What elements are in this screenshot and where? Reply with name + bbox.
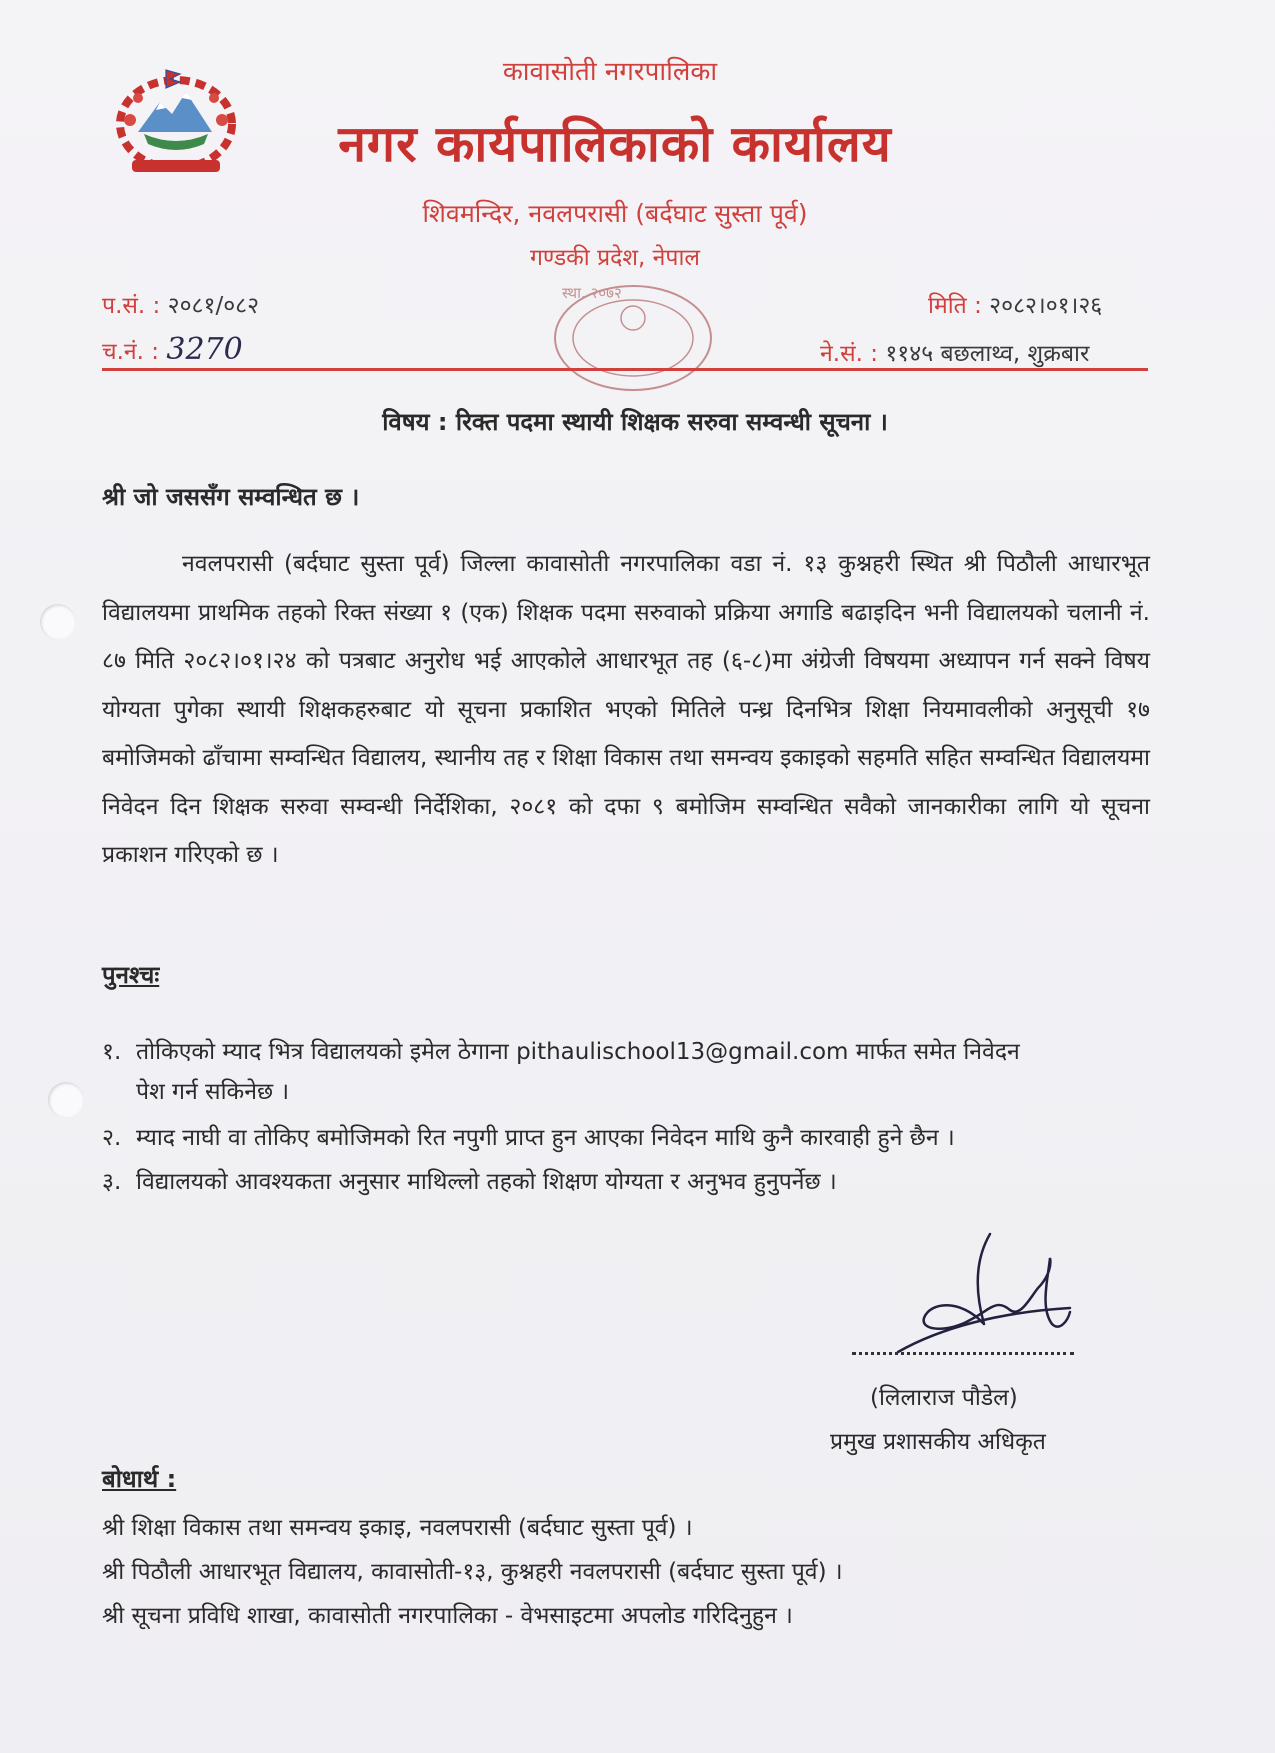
item-text: विद्यालयको आवश्यकता अनुसार माथिल्लो तहको शिक्षण योग्यता र अनुभव हुनुपर्नेछ ।	[136, 1169, 837, 1195]
municipality-name: कावासोती नगरपालिका	[502, 57, 718, 87]
cc-heading: बोधार्थ :	[102, 1465, 177, 1493]
postscript-item-1	[102, 1032, 1162, 1112]
item-number: ३.	[102, 1169, 122, 1195]
item-number: २.	[102, 1125, 122, 1151]
province-line: गण्डकी प्रदेश, नेपाल	[529, 245, 701, 271]
date-label: मिति :	[928, 293, 982, 319]
signature-icon	[880, 1228, 1080, 1368]
cn-label: च.नं.	[102, 339, 144, 365]
punch-hole	[48, 1082, 84, 1118]
subject-line: विषय : रिक्त पदमा स्थायी शिक्षक सरुवा सम्वन्धी सूचना ।	[382, 408, 888, 436]
office-stamp-icon	[548, 278, 718, 398]
postscript-item-3	[102, 1162, 1162, 1202]
ps-label: प.सं.	[102, 293, 146, 319]
header-divider	[102, 368, 1148, 371]
postscript-item-2	[102, 1118, 1162, 1158]
cn-value: 3270	[166, 332, 243, 367]
signature-line	[852, 1352, 1074, 1355]
stamp-text: स्था. २०७२	[562, 284, 622, 302]
ps-value: २०८१/०८२	[167, 293, 260, 319]
item-text-continued: पेश गर्न सकिनेछ ।	[136, 1079, 290, 1105]
postscript-heading: पुनश्चः	[102, 961, 160, 989]
signatory-title: प्रमुख प्रशासकीय अधिकृत	[830, 1429, 1046, 1455]
item-text: म्याद नाघी वा तोकिए बमोजिमको रित नपुगी प्राप्त हुन आएका निवेदन माथि कुनै कारवाही हुने छैन ।	[136, 1125, 955, 1151]
nepal-sambat	[820, 336, 1089, 368]
cc-item-3: श्री सूचना प्रविधि शाखा, कावासोती नगरपालिका - वेभसाइटमा अपलोड गरिदिनुहुन ।	[102, 1603, 793, 1629]
office-address: शिवमन्दिर, नवलपरासी (बर्दघाट सुस्ता पूर्व)	[422, 199, 808, 228]
office-title: नगर कार्यपालिकाको कार्यालय	[338, 115, 892, 173]
punch-hole	[40, 604, 76, 640]
item-number: १.	[102, 1039, 122, 1065]
cn-number: च.नं. : 3270	[102, 332, 243, 367]
cc-item-2: श्री पिठौली आधारभूत विद्यालय, कावासोती-१३, कुश्नहरी नवलपरासी (बर्दघाट सुस्ता पूर्व) ।	[102, 1559, 843, 1585]
ns-value: ११४५ बछलाथ्व, शुक्रबार	[885, 341, 1090, 367]
cc-item-1: श्री शिक्षा विकास तथा समन्वय इकाइ, नवलपरासी (बर्दघाट सुस्ता पूर्व) ।	[102, 1515, 693, 1541]
item-text: तोकिएको म्याद भित्र विद्यालयको इमेल ठेगाना pithaulischool13@gmail.com मार्फत समेत निवेदन	[136, 1039, 1020, 1065]
ns-label: ने.सं. :	[820, 341, 878, 367]
signatory-name: (लिलाराज पौडेल)	[870, 1385, 1018, 1411]
body-paragraph: नवलपरासी (बर्दघाट सुस्ता पूर्व) जिल्ला कावासोती नगरपालिका वडा नं. १३ कुश्नहरी स्थित श्री पिठौली आधारभूत विद्यालयमा प्राथमिक तहको रिक्त संख्या १ (एक) शिक्षक पदमा सरुवाको प्रक्रिया अगाडि बढाइदिन भनी विद्यालयको चलानी नं. ८७ मिति २०८२।०१।२४ को पत्रबाट अनुरोध भई आएकोले आधारभूत तह (६-८)मा अंग्रेजी विषयमा अध्यापन गर्न सक्ने विषय योग्यता पुगेका स्थायी शिक्षकहरुबाट यो सूचना प्रकाशित भएको मितिले पन्ध्र दिनभित्र शिक्षा नियमावलीको अनुसूची १७ बमोजिमको ढाँचामा सम्वन्धित विद्यालय, स्थानीय तह र शिक्षा विकास तथा समन्वय इकाइको सहमति सहित सम्वन्धित विद्यालयमा निवेदन दिन शिक्षक सरुवा सम्वन्धी निर्देशिका, २०८१ को दफा ९ बमोजिम सम्वन्धित सवैको जानकारीका लागि यो सूचना प्रकाशन गरिएको छ ।	[102, 551, 1150, 868]
greeting: श्री जो जससँग सम्वन्धित छ ।	[102, 483, 360, 511]
date	[928, 288, 1102, 320]
date-value: २०८२।०१।२६	[989, 293, 1103, 319]
ps-number: प.सं. : २०८१/०८२	[102, 293, 260, 319]
